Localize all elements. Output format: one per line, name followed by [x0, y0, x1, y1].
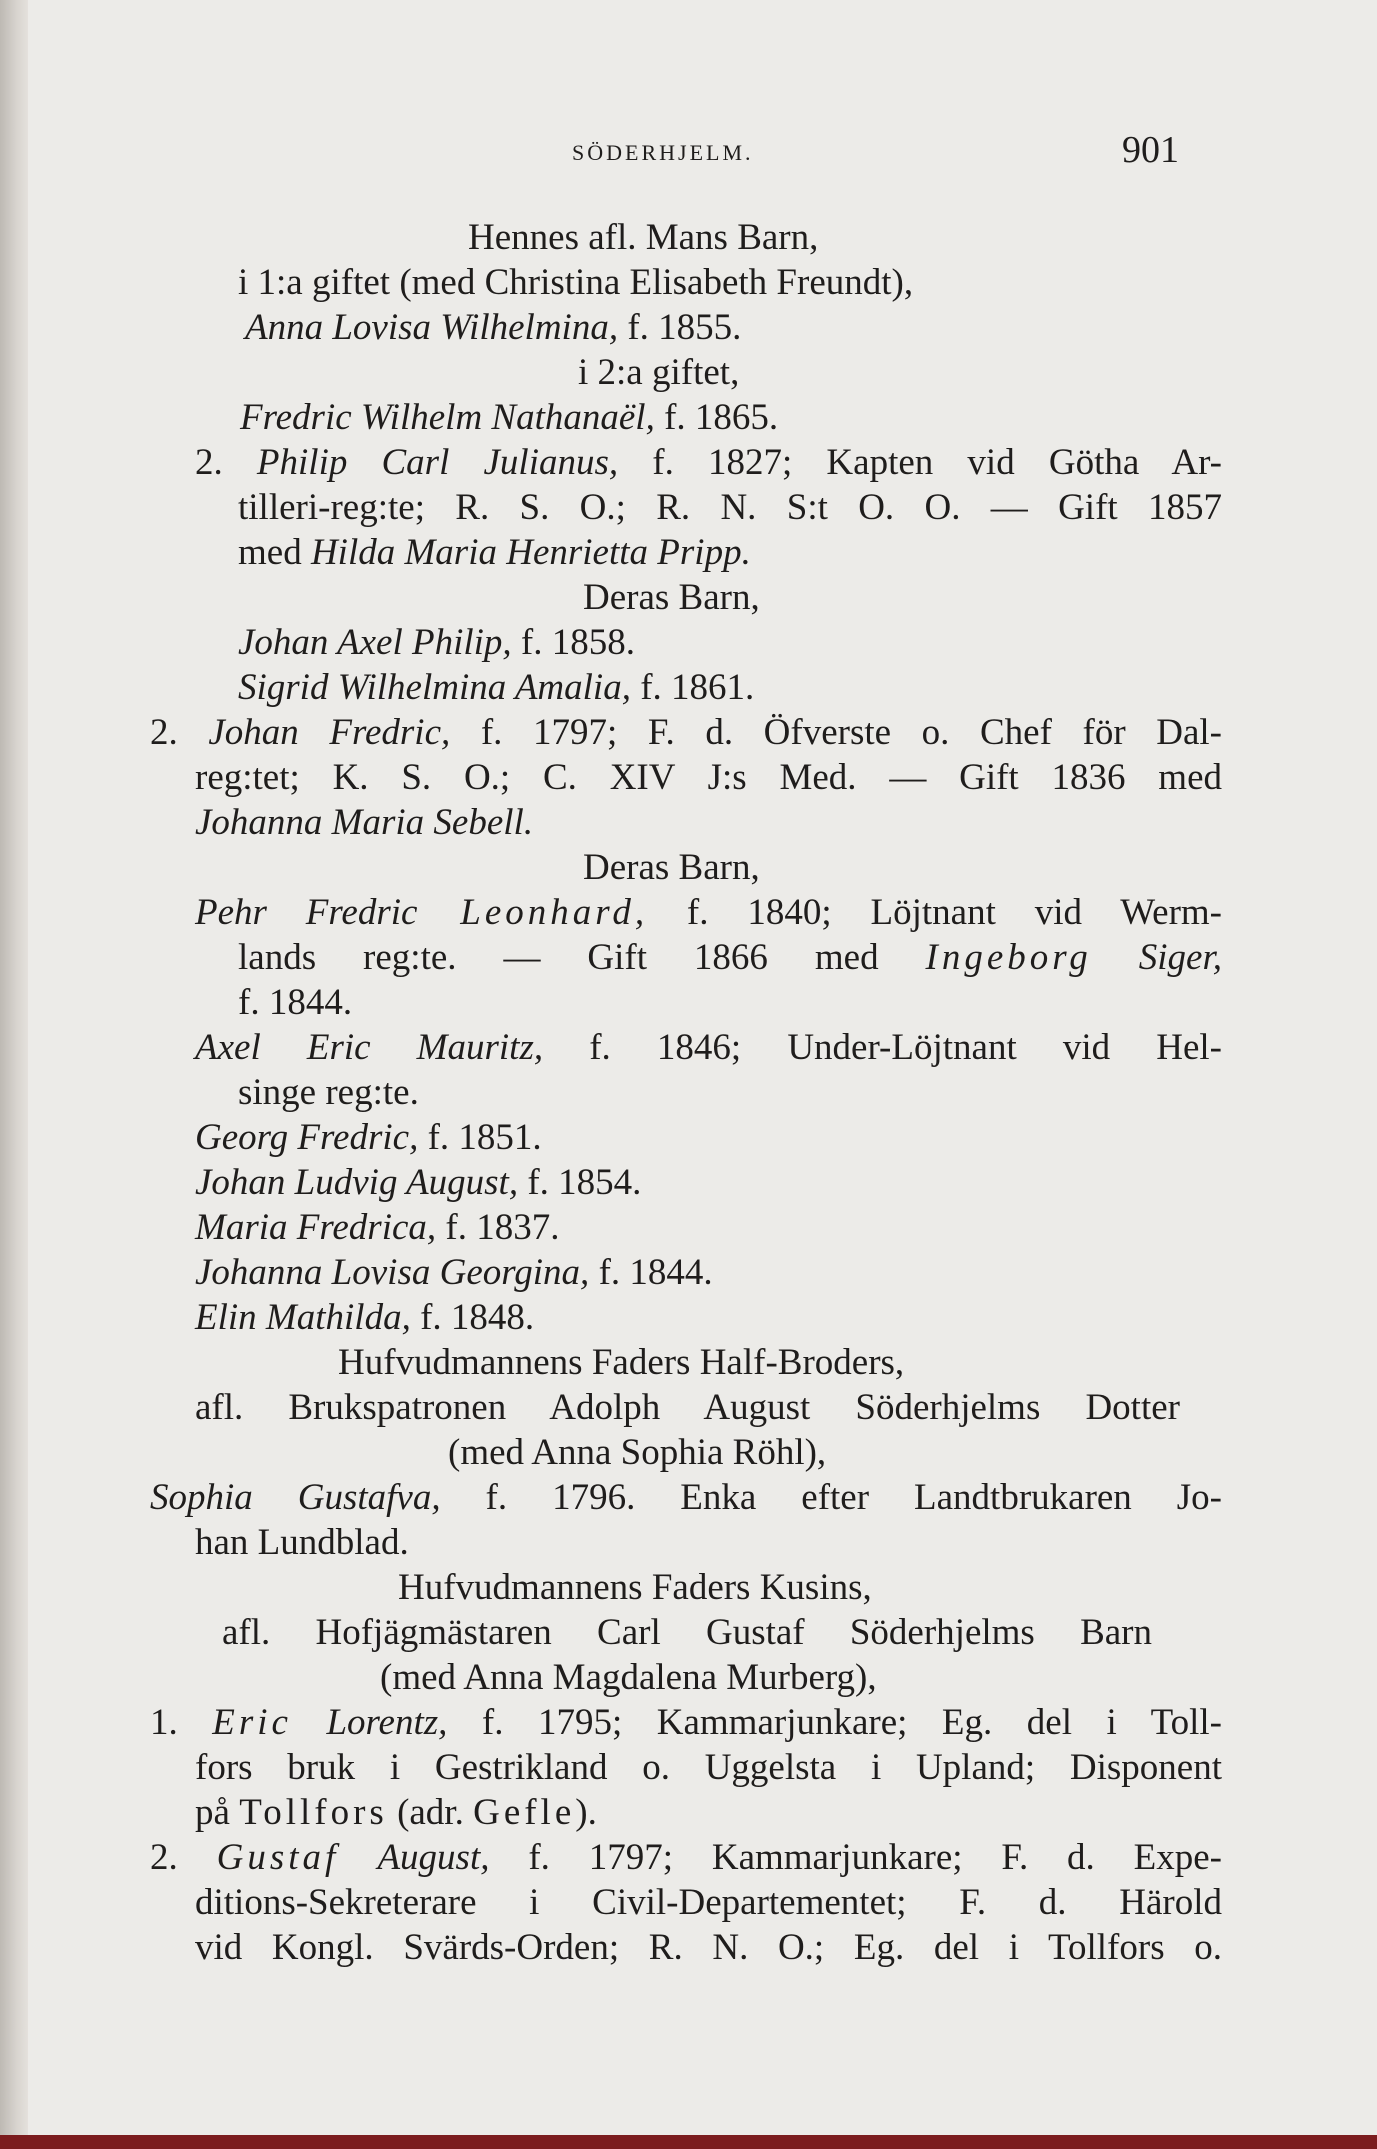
text-line: Deras Barn, — [583, 577, 760, 618]
text-line: Sigrid Wilhelmina Amalia, f. 1861. — [238, 667, 755, 708]
text-line: Axel Eric Mauritz, f. 1846; Under-Löjtnant vid Hel- — [195, 1027, 1222, 1068]
text-line: (med Anna Sophia Röhl), — [448, 1432, 827, 1473]
text-line: reg:tet; K. S. O.; C. XIV J:s Med. — Gift 1836 med — [195, 757, 1222, 798]
text-line: Johan Axel Philip, f. 1858. — [238, 622, 635, 663]
text-line: 1. Eric Lorentz, f. 1795; Kammarjunkare; Eg. del i Toll- — [150, 1702, 1222, 1743]
text-line: Deras Barn, — [583, 847, 760, 888]
text-line: Johanna Maria Sebell. — [195, 802, 534, 843]
text-line: Johan Ludvig August, f. 1854. — [195, 1162, 642, 1203]
text-line: med Hilda Maria Henrietta Pripp. — [238, 532, 751, 573]
text-line: Maria Fredrica, f. 1837. — [195, 1207, 560, 1248]
running-head: SÖDERHJELM. — [572, 140, 754, 165]
text-line: Johanna Lovisa Georgina, f. 1844. — [195, 1252, 713, 1293]
text-line: Anna Lovisa Wilhelmina, f. 1855. — [245, 307, 742, 348]
text-line: f. 1844. — [238, 982, 353, 1023]
text-line: Pehr Fredric Leonhard, f. 1840; Löjtnant vid Werm- — [195, 892, 1222, 933]
text-line: Hufvudmannens Faders Half-Broders, — [338, 1342, 905, 1383]
text-line: vid Kongl. Svärds-Orden; R. N. O.; Eg. del i Tollfors o. — [195, 1927, 1222, 1968]
text-line: i 2:a giftet, — [578, 352, 740, 393]
text-line: i 1:a giftet (med Christina Elisabeth Freundt), — [238, 262, 914, 303]
text-line: singe reg:te. — [238, 1072, 419, 1113]
text-line: afl. Brukspatronen Adolph August Söderhjelms Dotter — [195, 1387, 1180, 1428]
text-line: 2. Gustaf August, f. 1797; Kammarjunkare; F. d. Expe- — [150, 1837, 1222, 1878]
text-line: han Lundblad. — [195, 1522, 409, 1563]
text-line: fors bruk i Gestrikland o. Uggelsta i Upland; Disponent — [195, 1747, 1222, 1788]
text-line: Fredric Wilhelm Nathanaël, f. 1865. — [240, 397, 779, 438]
text-line: 2. Philip Carl Julianus, f. 1827; Kapten vid Götha Ar- — [195, 442, 1223, 483]
text-line: ditions-Sekreterare i Civil-Departementet; F. d. Härold — [195, 1882, 1222, 1923]
text-line: Sophia Gustafva, f. 1796. Enka efter Landtbrukaren Jo- — [150, 1477, 1222, 1518]
text-line: Hennes afl. Mans Barn, — [468, 217, 819, 258]
book-spine — [0, 0, 28, 2149]
text-line: på Tollfors (adr. Gefle). — [195, 1792, 597, 1833]
text-line: Hufvudmannens Faders Kusins, — [398, 1567, 872, 1608]
page-header — [0, 128, 1377, 171]
page-number: 901 — [1122, 129, 1179, 171]
text-line: (med Anna Magdalena Murberg), — [380, 1657, 877, 1698]
text-line: 2. Johan Fredric, f. 1797; F. d. Öfverste o. Chef för Dal- — [150, 712, 1222, 753]
text-line: lands reg:te. — Gift 1866 med Ingeborg Siger, — [238, 937, 1223, 978]
text-line: Elin Mathilda, f. 1848. — [195, 1297, 535, 1338]
text-line: afl. Hofjägmästaren Carl Gustaf Söderhjelms Barn — [222, 1612, 1152, 1653]
text-line: Georg Fredric, f. 1851. — [195, 1117, 542, 1158]
page-edge-band — [0, 2135, 1377, 2149]
text-line: tilleri-reg:te; R. S. O.; R. N. S:t O. O. — Gift 1857 — [238, 487, 1222, 528]
